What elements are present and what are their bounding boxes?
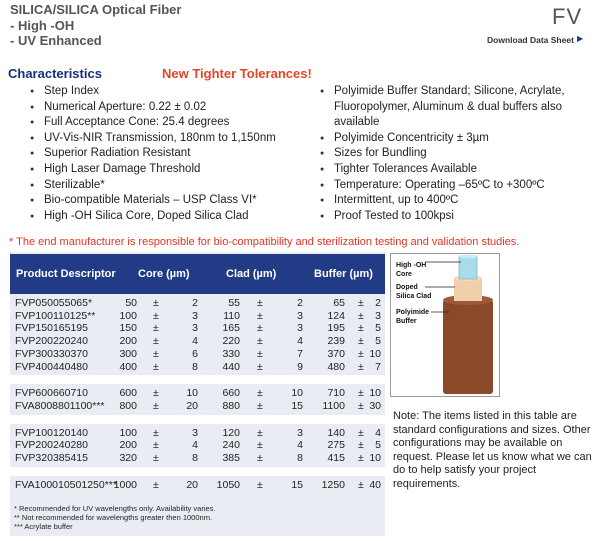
plus-minus-sign: ±: [153, 360, 159, 373]
value-cell: 2: [297, 297, 303, 309]
list-item: ● Sizes for Bundling: [320, 146, 565, 162]
value-cell: 300: [119, 347, 137, 360]
label-buffer-1: Polyimide: [396, 309, 430, 316]
value-cell: 200: [119, 439, 137, 452]
plus-minus-sign: ±: [358, 399, 364, 412]
plus-minus-sign: ±: [358, 452, 364, 464]
plus-minus-sign: ±: [153, 297, 159, 309]
tolerances-heading: New Tighter Tolerances!: [162, 66, 312, 81]
value-cell: 385: [222, 452, 240, 464]
value-cell: 440: [222, 360, 240, 373]
list-item: ● Intermittent, up to 400ºC: [320, 193, 565, 209]
configuration-note: Note: The items listed in this table are standard configurations and sizes. Other configurations may be available on request. Please let us know what we can do to help satisfy your project requirements.: [393, 410, 592, 490]
plus-minus-sign: ±: [153, 439, 159, 452]
table-footnote: *** Acrylate buffer: [14, 522, 73, 531]
plus-minus-sign: ±: [153, 399, 159, 412]
value-cell: 10: [291, 387, 303, 400]
plus-minus-sign: ±: [257, 439, 263, 452]
plus-minus-sign: ±: [358, 478, 364, 491]
value-cell: 140: [327, 426, 345, 439]
plus-minus-sign: ±: [153, 387, 159, 400]
value-cell: 4: [297, 335, 303, 348]
plus-minus-sign: ±: [358, 387, 364, 400]
value-cell: 7: [375, 360, 381, 373]
table-footnote: * Recommended for UV wavelengths only. Availability varies.: [14, 504, 216, 513]
table-header: [10, 254, 385, 294]
value-cell: 320: [119, 452, 137, 464]
list-item: ● Step Index: [30, 84, 276, 100]
product-descriptor-cell: FVP600660710: [15, 387, 88, 400]
product-title: SILICA/SILICA Optical Fiber: [10, 2, 182, 17]
plus-minus-sign: ±: [358, 426, 364, 439]
value-cell: 710: [327, 387, 345, 400]
list-item: ● Proof Tested to 100kpsi: [320, 209, 565, 225]
value-cell: 3: [375, 309, 381, 322]
value-cell: 100: [119, 309, 137, 322]
plus-minus-sign: ±: [257, 360, 263, 373]
table-row: [10, 387, 385, 400]
core-top: [459, 255, 477, 259]
list-item-continued: available: [334, 116, 380, 129]
value-cell: 8: [297, 452, 303, 464]
product-descriptor-cell: FVA8008801100***: [15, 399, 105, 412]
value-cell: 10: [186, 387, 198, 400]
core-layer: [459, 256, 477, 279]
clad-layer: [454, 278, 482, 301]
value-cell: 150: [119, 322, 137, 335]
product-descriptor-cell: FVP300330370: [15, 347, 88, 360]
value-cell: 165: [222, 322, 240, 335]
column-header-product: Product Descriptor: [16, 268, 116, 280]
fiber-cross-section-diagram: [390, 253, 500, 397]
table-row: [10, 361, 385, 374]
value-cell: 3: [192, 426, 198, 439]
column-header-clad: Clad (µm): [226, 268, 277, 280]
product-descriptor-cell: FVP100110125**: [15, 309, 96, 322]
product-descriptor-cell: FVP400440480: [15, 360, 88, 373]
table-row: [10, 452, 385, 465]
list-item: ● Bio-compatible Materials – USP Class VI*: [30, 193, 276, 209]
value-cell: 15: [291, 399, 303, 412]
value-cell: 6: [192, 347, 198, 360]
list-item: ● Temperature: Operating –65ºC to +300ºC: [320, 178, 565, 194]
value-cell: 40: [369, 478, 381, 491]
table-group-separator: [10, 467, 385, 476]
value-cell: 3: [297, 322, 303, 335]
column-header-core: Core (µm): [138, 268, 190, 280]
value-cell: 5: [375, 439, 381, 452]
value-cell: 220: [222, 335, 240, 348]
table-row: [10, 479, 385, 492]
value-cell: 3: [297, 426, 303, 439]
value-cell: 4: [297, 439, 303, 452]
plus-minus-sign: ±: [153, 426, 159, 439]
list-item: ● Superior Radiation Resistant: [30, 146, 276, 162]
plus-minus-sign: ±: [257, 478, 263, 491]
value-cell: 1100: [322, 399, 345, 412]
value-cell: 20: [186, 478, 198, 491]
table-row: [10, 348, 385, 361]
value-cell: 100: [119, 426, 137, 439]
value-cell: 4: [375, 426, 381, 439]
value-cell: 50: [125, 297, 137, 309]
table-row: [10, 335, 385, 348]
product-descriptor-cell: FVP200240280: [15, 439, 88, 452]
value-cell: 124: [327, 309, 345, 322]
plus-minus-sign: ±: [153, 309, 159, 322]
product-code: FV: [552, 4, 583, 29]
plus-minus-sign: ±: [257, 426, 263, 439]
plus-minus-sign: ±: [358, 347, 364, 360]
value-cell: 10: [369, 347, 381, 360]
value-cell: 5: [375, 322, 381, 335]
plus-minus-sign: ±: [257, 322, 263, 335]
table-row: [10, 310, 385, 323]
characteristics-list-left: [30, 84, 276, 224]
value-cell: 2: [375, 297, 381, 309]
plus-minus-sign: ±: [358, 335, 364, 348]
plus-minus-sign: ±: [153, 335, 159, 348]
value-cell: 275: [327, 439, 345, 452]
list-item: ● Full Acceptance Cone: 25.4 degrees: [30, 115, 276, 131]
value-cell: 1250: [321, 478, 345, 491]
list-item: ● Tighter Tolerances Available: [320, 162, 565, 178]
value-cell: 9: [297, 360, 303, 373]
value-cell: 8: [192, 360, 198, 373]
list-item: ● High Laser Damage Threshold: [30, 162, 276, 178]
value-cell: 20: [186, 399, 198, 412]
value-cell: 1000: [113, 478, 137, 491]
plus-minus-sign: ±: [358, 360, 364, 373]
list-item: ● Numerical Aperture: 0.22 ± 0.02: [30, 100, 276, 116]
value-cell: 120: [222, 426, 240, 439]
value-cell: 3: [192, 322, 198, 335]
plus-minus-sign: ±: [257, 309, 263, 322]
table-row: [10, 427, 385, 440]
value-cell: 200: [119, 335, 137, 348]
value-cell: 3: [192, 309, 198, 322]
product-descriptor-cell: FVP150165195: [15, 322, 88, 335]
value-cell: 330: [222, 347, 240, 360]
value-cell: 10: [369, 387, 381, 400]
value-cell: 660: [222, 387, 240, 400]
label-core-2: Core: [396, 271, 412, 278]
value-cell: 7: [297, 347, 303, 360]
product-descriptor-cell: FVP050055065*: [15, 297, 93, 309]
download-data-sheet-link[interactable]: Download Data Sheet: [487, 35, 574, 45]
plus-minus-sign: ±: [257, 452, 263, 464]
value-cell: 8: [192, 452, 198, 464]
characteristics-heading: Characteristics: [8, 66, 102, 81]
plus-minus-sign: ±: [153, 478, 159, 491]
value-cell: 415: [327, 452, 345, 464]
table-row: [10, 400, 385, 413]
list-item: ● Polyimide Buffer Standard; Silicone, Acrylate,: [320, 84, 565, 100]
table-footnote: ** Not recommended for wavelengths greater then 1000nm.: [14, 513, 213, 522]
value-cell: 240: [222, 439, 240, 452]
list-item: ● UV-Vis-NIR Transmission, 180nm to 1,150nm: [30, 131, 276, 147]
feature-subtitle-uv: - UV Enhanced: [10, 33, 102, 48]
plus-minus-sign: ±: [257, 387, 263, 400]
value-cell: 10: [369, 452, 381, 464]
value-cell: 480: [327, 360, 345, 373]
value-cell: 195: [327, 322, 345, 335]
product-descriptor-cell: FVP320385415: [15, 452, 88, 464]
list-item: ● Sterilizable*: [30, 178, 276, 194]
value-cell: 600: [119, 387, 137, 400]
plus-minus-sign: ±: [153, 452, 159, 464]
value-cell: 370: [327, 347, 345, 360]
table-group-separator: [10, 375, 385, 384]
plus-minus-sign: ±: [153, 322, 159, 335]
list-item: ● Polyimide Concentricity ± 3µm: [320, 131, 565, 147]
feature-subtitle-high-oh: - High -OH: [10, 18, 75, 33]
value-cell: 800: [119, 399, 137, 412]
label-clad-1: Doped: [396, 284, 418, 291]
value-cell: 4: [192, 439, 198, 452]
table-row: [10, 297, 385, 310]
value-cell: 55: [228, 297, 240, 309]
table-row: [10, 439, 385, 452]
value-cell: 400: [119, 360, 137, 373]
plus-minus-sign: ±: [257, 399, 263, 412]
plus-minus-sign: ±: [257, 297, 263, 309]
table-row: [10, 322, 385, 335]
buffer-layer: [443, 300, 493, 394]
product-descriptor-cell: FVP200220240: [15, 335, 88, 348]
plus-minus-sign: ±: [358, 297, 364, 309]
product-descriptor-cell: FVP100120140: [15, 426, 88, 439]
product-descriptor-cell: FVA100010501250***: [15, 478, 117, 491]
value-cell: 239: [327, 335, 345, 348]
value-cell: 110: [223, 309, 240, 322]
plus-minus-sign: ±: [257, 347, 263, 360]
label-buffer-2: Buffer: [396, 318, 417, 325]
plus-minus-sign: ±: [257, 335, 263, 348]
bio-compatibility-disclaimer: * The end manufacturer is responsible for bio-compatibility and sterilization testing and validation studies.: [9, 236, 520, 248]
table-group-separator: [10, 415, 385, 424]
value-cell: 880: [222, 399, 240, 412]
plus-minus-sign: ±: [153, 347, 159, 360]
plus-minus-sign: ±: [358, 439, 364, 452]
value-cell: 5: [375, 335, 381, 348]
label-core-1: High -OH: [396, 262, 427, 269]
value-cell: 4: [192, 335, 198, 348]
value-cell: 30: [369, 399, 381, 412]
characteristics-list-right: [320, 84, 565, 224]
value-cell: 3: [297, 309, 303, 322]
list-item-continued: Fluoropolymer, Aluminum & dual buffers also: [334, 100, 562, 113]
value-cell: 1050: [216, 478, 240, 491]
play-arrow-icon[interactable]: ▶: [577, 34, 584, 43]
column-header-buffer: Buffer (µm): [314, 268, 373, 280]
plus-minus-sign: ±: [358, 322, 364, 335]
value-cell: 2: [192, 297, 198, 309]
value-cell: 15: [291, 478, 303, 491]
label-clad-2: Silica Clad: [396, 293, 432, 300]
value-cell: 65: [333, 297, 345, 309]
plus-minus-sign: ±: [358, 309, 364, 322]
list-item: ● High -OH Silica Core, Doped Silica Clad: [30, 209, 276, 225]
